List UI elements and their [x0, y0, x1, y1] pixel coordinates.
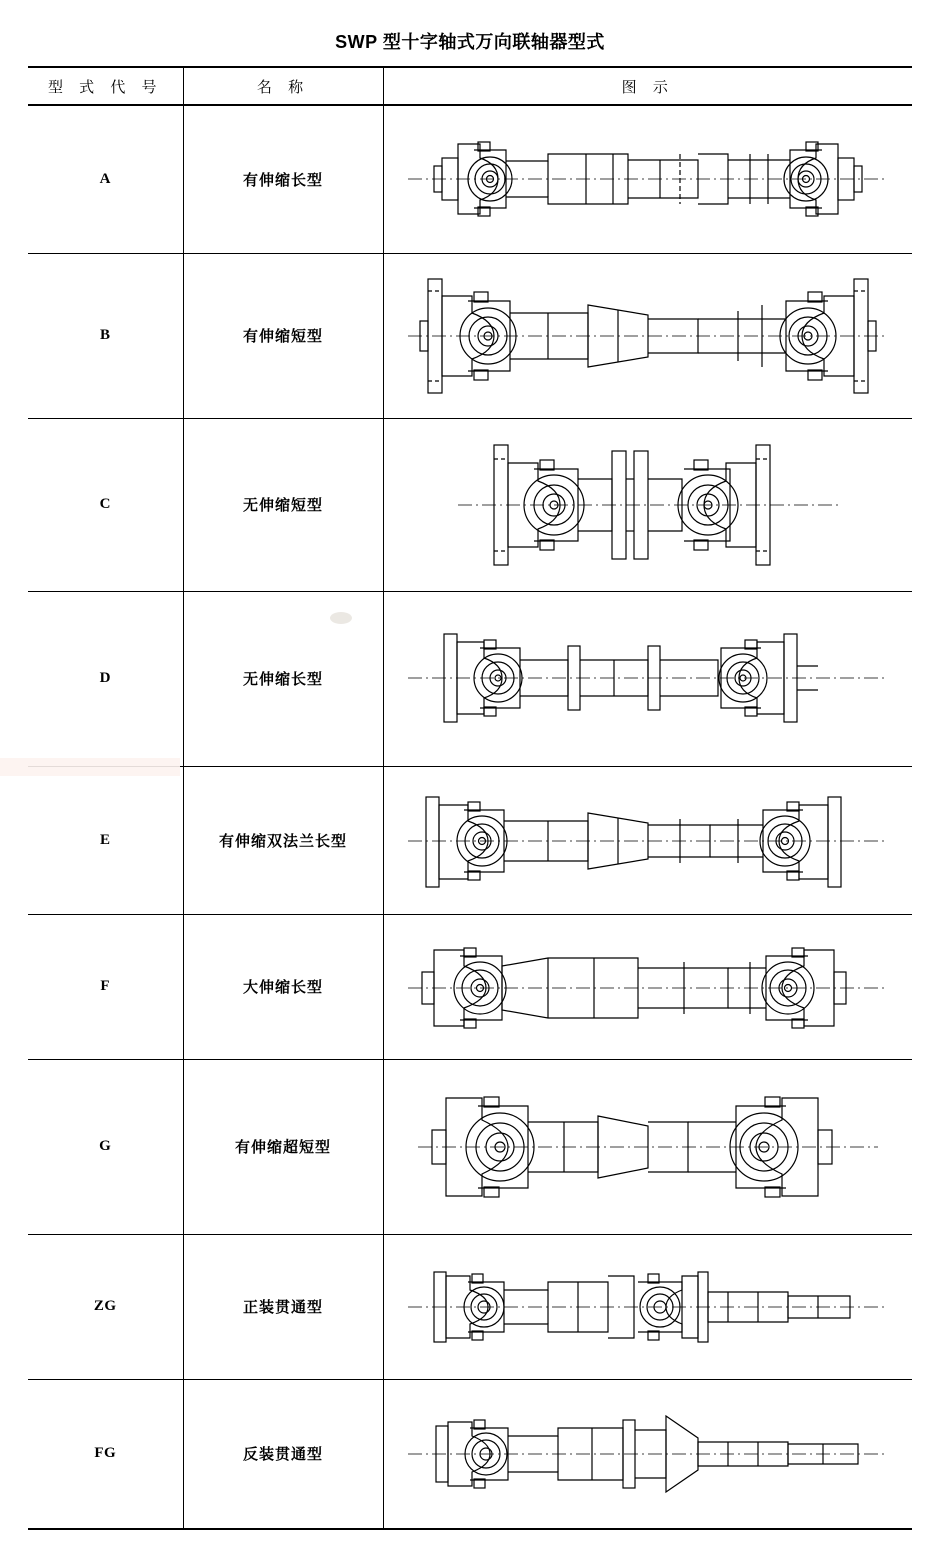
- page-title: SWP 型十字轴式万向联轴器型式: [335, 32, 605, 52]
- table-row: [28, 418, 912, 591]
- type-name: 有伸缩双法兰长型: [183, 766, 383, 914]
- universal-joint-extendable-short-icon: [398, 261, 898, 411]
- type-figure-f: [383, 914, 912, 1059]
- universal-joint-large-extendable-long-icon: [398, 922, 898, 1052]
- universal-joint-double-flange-long-icon: [398, 775, 898, 905]
- paper-stain: [0, 758, 180, 776]
- table-body: [28, 105, 912, 1529]
- type-code: E: [28, 766, 183, 914]
- type-name: 无伸缩长型: [183, 591, 383, 766]
- table-row: [28, 253, 912, 418]
- table-header: [28, 67, 912, 105]
- universal-joint-extendable-long-icon: [398, 114, 898, 244]
- coupling-type-table: [28, 66, 912, 1530]
- type-code: ZG: [28, 1234, 183, 1379]
- table-row: [28, 105, 912, 253]
- type-name: 有伸缩短型: [183, 253, 383, 418]
- column-header-name: 名 称: [183, 67, 383, 105]
- type-figure-b: [383, 253, 912, 418]
- type-code: G: [28, 1059, 183, 1234]
- type-figure-a: [383, 105, 912, 253]
- type-figure-fg: [383, 1379, 912, 1529]
- table-row: [28, 766, 912, 914]
- type-code: D: [28, 591, 183, 766]
- table-row: [28, 1379, 912, 1529]
- table-header-row: [28, 67, 912, 105]
- type-figure-zg: [383, 1234, 912, 1379]
- type-name: 有伸缩长型: [183, 105, 383, 253]
- type-code: F: [28, 914, 183, 1059]
- type-name: 正装贯通型: [183, 1234, 383, 1379]
- type-figure-c: [383, 418, 912, 591]
- page-bottom-spacer: [28, 1530, 912, 1560]
- type-figure-d: [383, 591, 912, 766]
- table-row: [28, 1234, 912, 1379]
- universal-joint-through-reverse-icon: [398, 1396, 898, 1511]
- column-header-figure: 图 示: [383, 67, 912, 105]
- type-figure-e: [383, 766, 912, 914]
- type-code: FG: [28, 1379, 183, 1529]
- type-name: 大伸缩长型: [183, 914, 383, 1059]
- column-header-code: 型 式 代 号: [28, 67, 183, 105]
- type-code: A: [28, 105, 183, 253]
- type-code: C: [28, 418, 183, 591]
- type-code: B: [28, 253, 183, 418]
- table-row: [28, 914, 912, 1059]
- type-name: 反装贯通型: [183, 1379, 383, 1529]
- paper-smudge: [330, 612, 352, 624]
- type-figure-g: [383, 1059, 912, 1234]
- table-row: [28, 591, 912, 766]
- universal-joint-extendable-extra-short-icon: [398, 1072, 898, 1222]
- universal-joint-fixed-long-icon: [398, 616, 898, 741]
- table-row: [28, 1059, 912, 1234]
- universal-joint-through-forward-icon: [398, 1252, 898, 1362]
- type-name: 有伸缩超短型: [183, 1059, 383, 1234]
- universal-joint-fixed-short-icon: [398, 427, 898, 582]
- type-name: 无伸缩短型: [183, 418, 383, 591]
